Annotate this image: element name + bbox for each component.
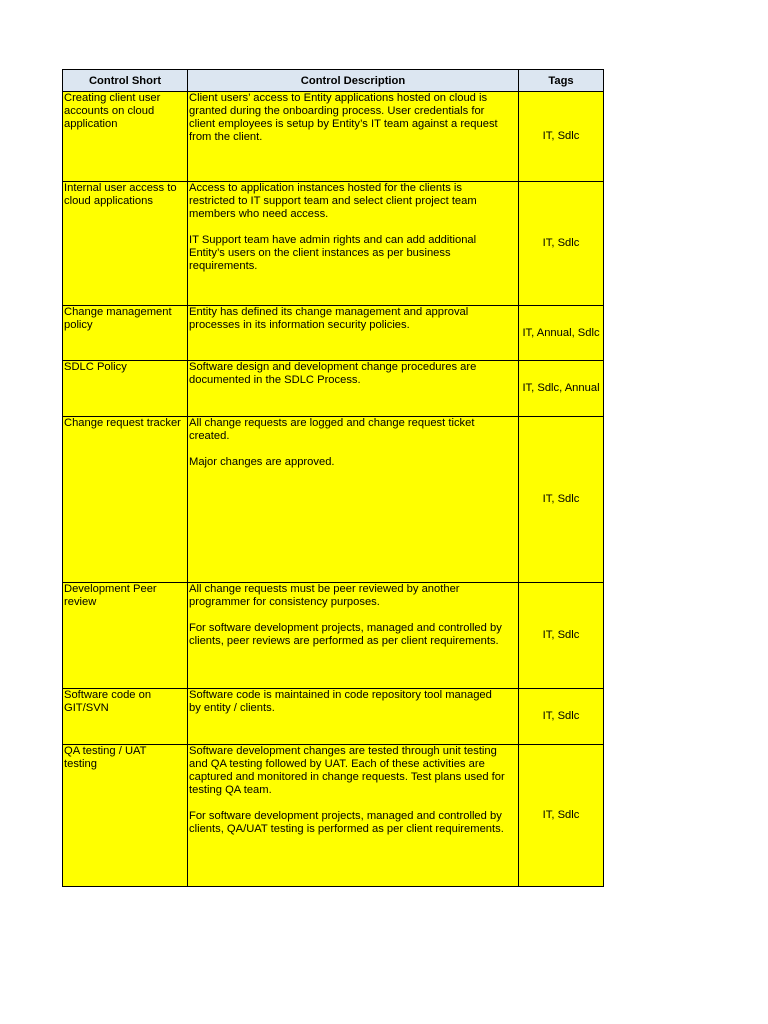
control-description-text: Software design and development change procedures are documented in the SDLC Process.: [189, 361, 477, 386]
control-description-cell: [188, 182, 519, 306]
control-description-text: IT Support team have admin rights and can add additional Entity’s users on the client instances as per business requirements.: [189, 234, 477, 272]
control-short-cell: [63, 92, 188, 182]
tags-cell: IT, Sdlc: [519, 583, 604, 689]
control-short-cell: [63, 361, 188, 417]
control-description-text: Software development changes are tested through unit testing and QA testing followed by UAT. Each of these activities are captured and monitored in change requests. Test plans used for testing QA team.: [189, 745, 505, 796]
tags-cell: IT, Sdlc: [519, 182, 604, 306]
tags-cell: IT, Annual, Sdlc: [519, 306, 604, 361]
table-row: [63, 417, 604, 583]
control-description-cell: [188, 361, 519, 417]
tags-cell: IT, Sdlc: [519, 689, 604, 745]
table-row: [63, 182, 604, 306]
control-short-text: Software code on GIT/SVN: [64, 689, 152, 714]
control-description-text: Client users’ access to Entity applications hosted on cloud is granted during the onboarding process. User credentials for client employees is setup by Entity’s IT team against a request from the client.: [189, 92, 498, 143]
control-short-text: SDLC Policy: [64, 361, 127, 373]
control-description-text: For software development projects, managed and controlled by clients, QA/UAT testing is performed as per client requirements.: [189, 810, 504, 835]
control-description-text: Entity has defined its change management and approval processes in its information security policies.: [189, 306, 469, 331]
control-description-cell: [188, 583, 519, 689]
control-description-text: Major changes are approved.: [189, 456, 335, 468]
header-control-description: Control Description: [188, 70, 519, 92]
control-short-text: Internal user access to cloud applications: [64, 182, 177, 207]
control-description-text: Software code is maintained in code repository tool managed by entity / clients.: [189, 689, 492, 714]
header-row: [63, 70, 604, 92]
control-description-cell: [188, 417, 519, 583]
table-row: [63, 306, 604, 361]
control-description-text: All change requests are logged and change request ticket created.: [189, 417, 475, 442]
control-description-text: For software development projects, managed and controlled by clients, peer reviews are performed as per client requirements.: [189, 622, 502, 647]
control-description-text: All change requests must be peer reviewed by another programmer for consistency purposes.: [189, 583, 460, 608]
table-row: [63, 745, 604, 887]
control-short-text: Change management policy: [64, 306, 172, 331]
control-short-cell: [63, 182, 188, 306]
control-short-text: Development Peer review: [64, 583, 157, 608]
tags-cell: IT, Sdlc: [519, 417, 604, 583]
control-short-text: QA testing / UAT testing: [64, 745, 147, 770]
table-row: [63, 92, 604, 182]
header-control-short: Control Short: [63, 70, 188, 92]
control-short-cell: [63, 689, 188, 745]
control-short-text: Change request tracker: [64, 417, 181, 429]
tags-cell: IT, Sdlc, Annual: [519, 361, 604, 417]
control-short-cell: [63, 583, 188, 689]
control-short-cell: [63, 417, 188, 583]
tags-cell: IT, Sdlc: [519, 745, 604, 887]
control-description-text: Access to application instances hosted for the clients is restricted to IT support team and select client project team members who need access.: [189, 182, 477, 220]
table-row: [63, 361, 604, 417]
control-short-text: Creating client user accounts on cloud application: [64, 92, 161, 130]
control-description-cell: [188, 689, 519, 745]
control-description-cell: [188, 745, 519, 887]
table-row: [63, 689, 604, 745]
tags-cell: IT, Sdlc: [519, 92, 604, 182]
control-description-cell: [188, 306, 519, 361]
control-description-cell: [188, 92, 519, 182]
header-tags: Tags: [519, 70, 604, 92]
controls-table: [62, 69, 604, 887]
control-short-cell: [63, 745, 188, 887]
table-row: [63, 583, 604, 689]
control-short-cell: [63, 306, 188, 361]
